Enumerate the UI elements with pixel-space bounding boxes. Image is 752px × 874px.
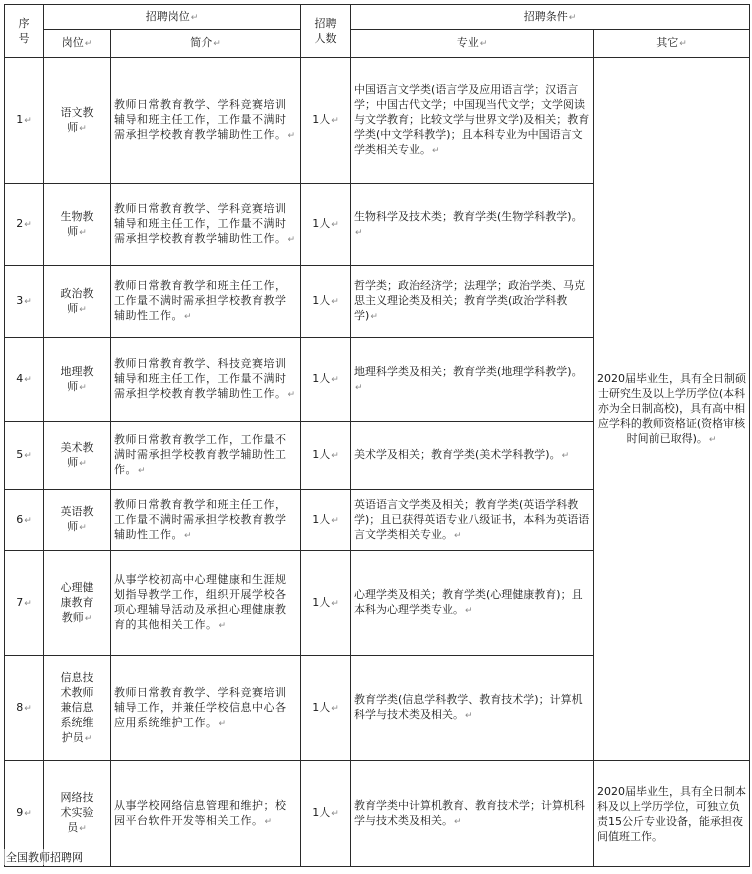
header-post-group: 招聘岗位↵ — [44, 5, 301, 30]
other-requirements-a: 2020届毕业生，具有全日制硕士研究生及以上学历学位(本科亦为全日制高校)，具有高中相应学科的教师资格证(资格审核时间前已取得)。↵ — [594, 58, 750, 761]
row-count: 1人↵ — [301, 266, 351, 338]
row-intro: 教师日常教育教学、学科竞赛培训辅导工作，并兼任学校信息中心各应用系统维护工作。↵ — [111, 656, 301, 761]
row-intro: 教师日常教育教学、学科竞赛培训辅导和班主任工作，工作量不满时需承担学校教育教学辅助性工作。↵ — [111, 184, 301, 266]
row-major: 中国语言文学类(语言学及应用语言学；汉语言学；中国古代文学；中国现当代文学；文学阅读与文学教育；比较文学与世界文学)及相关；教育学类(中文学科教学)；且本科专业为中国语言文学类相关专业。↵ — [351, 58, 594, 184]
row-major: 地理科学类及相关；教育学类(地理学科教学)。↵ — [351, 338, 594, 422]
row-intro: 教师日常教育教学和班主任工作，工作量不满时需承担学校教育教学辅助性工作。↵ — [111, 266, 301, 338]
row-number: 4↵ — [5, 338, 44, 422]
header-post: 岗位↵ — [44, 30, 111, 58]
row-intro: 从事学校初高中心理健康和生涯规划指导教学工作，组织开展学校各项心理辅导活动及承担心理健康教育的其他相关工作。↵ — [111, 551, 301, 656]
row-intro: 教师日常教育教学、学科竞赛培训辅导和班主任工作，工作量不满时需承担学校教育教学辅助性工作。↵ — [111, 58, 301, 184]
row-count: 1人↵ — [301, 761, 351, 867]
header-row-2 — [5, 30, 750, 58]
row-number: 1↵ — [5, 58, 44, 184]
table-row — [5, 58, 750, 184]
row-number: 6↵ — [5, 490, 44, 551]
row-intro: 从事学校网络信息管理和维护；校园平台软件开发等相关工作。↵ — [111, 761, 301, 867]
row-intro: 教师日常教育教学、科技竞赛培训辅导和班主任工作，工作量不满时需承担学校教育教学辅助性工作。↵ — [111, 338, 301, 422]
row-number: 9↵ — [5, 761, 44, 867]
recruitment-table — [4, 4, 750, 867]
row-post: 信息技 术教师 兼信息 系统维 护员↵ — [44, 656, 111, 761]
row-post: 心理健 康教育 教师↵ — [44, 551, 111, 656]
row-major: 教育学类(信息学科教学、教育技术学)；计算机科学与技术类及相关。↵ — [351, 656, 594, 761]
row-major: 教育学类中计算机教育、教育技术学；计算机科学与技术类及相关。↵ — [351, 761, 594, 867]
header-count: 招聘 人数 — [301, 5, 351, 58]
header-major: 专业↵ — [351, 30, 594, 58]
row-major: 心理学类及相关；教育学类(心理健康教育)；且本科为心理学类专业。↵ — [351, 551, 594, 656]
row-post: 网络技 术实验 员↵ — [44, 761, 111, 867]
other-requirements-b: 2020届毕业生，具有全日制本科及以上学历学位，可独立负责15公斤专业设备，能承担夜间值班工作。 — [594, 761, 750, 867]
row-post: 语文教 师↵ — [44, 58, 111, 184]
row-number: 5↵ — [5, 422, 44, 490]
row-count: 1人↵ — [301, 551, 351, 656]
row-count: 1人↵ — [301, 490, 351, 551]
site-watermark: 全国教师招聘网 — [6, 851, 83, 864]
row-post: 地理教 师↵ — [44, 338, 111, 422]
table-row — [5, 761, 750, 867]
row-number: 2↵ — [5, 184, 44, 266]
row-post: 政治教 师↵ — [44, 266, 111, 338]
row-post: 英语教 师↵ — [44, 490, 111, 551]
row-number: 7↵ — [5, 551, 44, 656]
row-major: 美术学及相关；教育学类(美术学科教学)。↵ — [351, 422, 594, 490]
row-major: 英语语言文学类及相关；教育学类(英语学科教学)；且已获得英语专业八级证书，本科为英语语言文学类相关专业。↵ — [351, 490, 594, 551]
row-count: 1人↵ — [301, 338, 351, 422]
row-post: 美术教 师↵ — [44, 422, 111, 490]
header-intro: 简介↵ — [111, 30, 301, 58]
row-major: 哲学类；政治经济学；法理学；政治学类、马克思主义理论类及相关；教育学类(政治学科教学)↵ — [351, 266, 594, 338]
header-seq: 序 号 — [5, 5, 44, 58]
row-count: 1人↵ — [301, 184, 351, 266]
header-row-1 — [5, 5, 750, 30]
row-intro: 教师日常教育教学工作，工作量不满时需承担学校教育教学辅助性工作。↵ — [111, 422, 301, 490]
row-post: 生物教 师↵ — [44, 184, 111, 266]
row-intro: 教师日常教育教学和班主任工作，工作量不满时需承担学校教育教学辅助性工作。↵ — [111, 490, 301, 551]
header-other: 其它↵ — [594, 30, 750, 58]
row-number: 3↵ — [5, 266, 44, 338]
header-cond-group: 招聘条件↵ — [351, 5, 750, 30]
row-count: 1人↵ — [301, 422, 351, 490]
row-count: 1人↵ — [301, 58, 351, 184]
row-major: 生物科学及技术类；教育学类(生物学科教学)。↵ — [351, 184, 594, 266]
row-count: 1人↵ — [301, 656, 351, 761]
row-number: 8↵ — [5, 656, 44, 761]
